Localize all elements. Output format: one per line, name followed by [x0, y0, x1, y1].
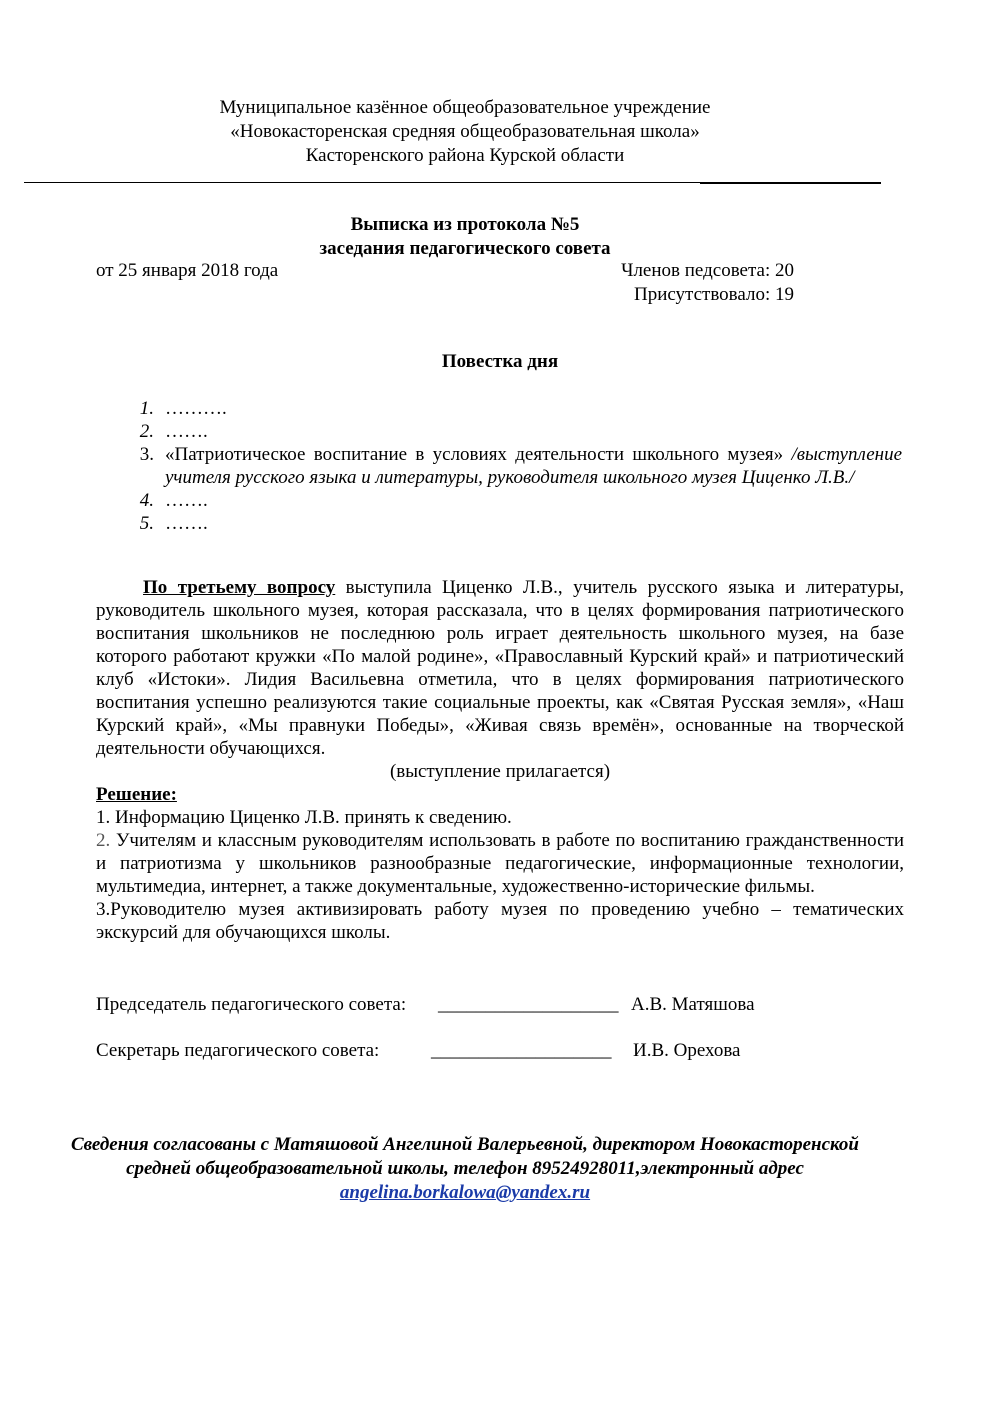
- footer-line-2: средней общеобразовательной школы, телефон 89524928011,электронный адрес: [126, 1158, 804, 1179]
- secretary-label: Секретарь педагогического совета:: [96, 1040, 380, 1061]
- attendance-info: [560, 259, 794, 307]
- present-count: Присутствовало: 19: [633, 284, 794, 305]
- discussion-paragraph: [96, 576, 904, 760]
- agenda-item-text: [154, 443, 902, 489]
- discussion-lead: По третьему вопросу: [143, 577, 336, 598]
- agenda-item: [96, 489, 902, 512]
- agenda-item-text: ……….: [165, 398, 227, 419]
- agenda-title: Повестка дня: [441, 351, 559, 372]
- title-line-2: заседания педагогического совета: [319, 238, 611, 259]
- chair-name: А.В. Матяшова: [631, 994, 755, 1015]
- institution-header: [0, 96, 930, 168]
- document-title: [0, 213, 930, 261]
- agenda-item-number: 3.: [139, 444, 154, 465]
- secretary-name: И.В. Орехова: [633, 1040, 741, 1061]
- email-link[interactable]: angelina.borkalowa@yandex.ru: [339, 1182, 591, 1203]
- agenda-item: [96, 512, 902, 535]
- secretary-signature-line: ___________________: [431, 1040, 612, 1061]
- meeting-date: от 25 января 2018 года: [96, 260, 279, 281]
- header-divider-thick: [700, 183, 881, 184]
- agenda-item-topic: «Патриотическое воспитание в условиях деятельности школьного музея»: [165, 444, 784, 465]
- header-line-1: Муниципальное казённое общеобразовательное учреждение: [219, 97, 711, 118]
- decision-title: Решение:: [96, 784, 177, 805]
- protocol-body: [96, 576, 904, 944]
- agenda-item-number: 4.: [139, 490, 154, 511]
- agenda-item-number: 2.: [139, 421, 154, 442]
- decision-item-2: [96, 829, 904, 898]
- agenda-item: [96, 397, 902, 420]
- decision-item-2-text: Учителям и классным руководителям использовать в работе по воспитанию гражданственности и патриотизма у школьников разнообразные педагогические, информационные технологии, мультимедиа, интернет, а также документальные, художественно-исторические фильмы.: [96, 830, 904, 897]
- agenda-item: [96, 443, 902, 489]
- decision-item-2-number: 2.: [96, 830, 111, 851]
- agenda-item: [96, 420, 902, 443]
- attachment-note: (выступление прилагается): [389, 761, 611, 782]
- footer-line-1: Сведения согласованы с Матяшовой Ангелиной Валерьевной, директором Новокасторенской: [70, 1134, 860, 1155]
- agenda-item-text: …….: [165, 421, 208, 442]
- agenda-item-number: 1.: [139, 398, 154, 419]
- agenda-item-text: …….: [165, 490, 208, 511]
- agenda-item-number: 5.: [139, 513, 154, 534]
- contact-footer: [0, 1133, 930, 1205]
- decision-item-1: 1. Информацию Циценко Л.В. принять к сведению.: [96, 807, 512, 828]
- agenda-item-note: /выступление учителя русского языка и литературы, руководителя школьного музея Циценко Л.В./: [165, 444, 902, 488]
- decision-item-3: 3.Руководителю музея активизировать работу музея по проведению учебно – тематических экскурсий для обучающихся школы.: [96, 899, 904, 943]
- secretary-signature: [96, 1039, 796, 1063]
- chair-signature-line: ___________________: [438, 994, 619, 1015]
- discussion-text: выступила Циценко Л.В., учитель русского языка и литературы, руководитель школьного музея, которая рассказала, что в целях формирования патриотического воспитания школьников не последнюю роль играет деятельность школьного музея, на базе которого работают кружки «По малой родине», «Православный Курский край» и патриотический клуб «Истоки». Лидия Васильевна отметила, что в целях формирования патриотического воспитания успешно реализуются такие социальные проекты, как «Святая Русская земля», «Наш Курский край», «Мы правнуки Победы», «Живая связь времён», основанные на творческой деятельности обучающихся.: [96, 577, 904, 759]
- chair-label: Председатель педагогического совета:: [96, 994, 407, 1015]
- header-line-3: Касторенского района Курской области: [305, 145, 625, 166]
- agenda-item-text: …….: [165, 513, 208, 534]
- members-count: Членов педсовета: 20: [621, 260, 794, 281]
- chair-signature: [96, 993, 796, 1017]
- agenda-list: [96, 397, 902, 535]
- title-line-1: Выписка из протокола №5: [350, 214, 580, 235]
- header-line-2: «Новокасторенская средняя общеобразовательная школа»: [230, 121, 700, 142]
